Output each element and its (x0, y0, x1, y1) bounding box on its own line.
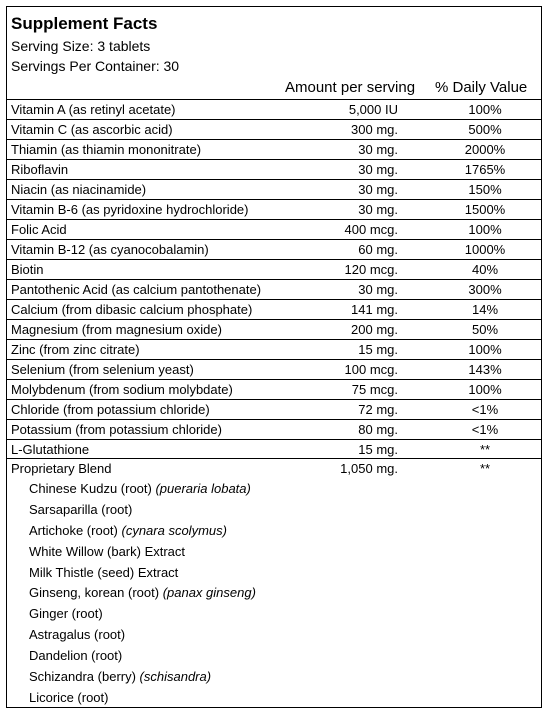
nutrient-daily-value: ** (479, 461, 491, 476)
blend-ingredient (7, 604, 541, 625)
nutrient-name: Selenium (from selenium yeast) (11, 362, 194, 377)
blend-ingredient (7, 479, 541, 500)
ingredient-latin-name: (schisandra) (139, 669, 212, 685)
nutrient-amount: 75 mcg. (351, 382, 398, 397)
ingredient-name: Milk Thistle (seed) Extract (29, 564, 179, 580)
nutrient-amount: 30 mg. (358, 202, 398, 217)
nutrient-daily-value: 100% (468, 102, 502, 117)
nutrient-name: Calcium (from dibasic calcium phosphate) (11, 302, 253, 317)
table-row (7, 179, 541, 199)
nutrient-amount: 120 mcg. (344, 262, 398, 277)
amount-column-header: Amount per serving (285, 79, 416, 96)
nutrient-amount: 30 mg. (358, 282, 398, 297)
nutrient-daily-value: ** (479, 442, 491, 457)
nutrient-table (7, 99, 541, 479)
nutrient-amount: 60 mg. (358, 242, 398, 257)
ingredient-name: White Willow (bark) Extract (29, 543, 186, 559)
nutrient-daily-value: 100% (468, 382, 502, 397)
table-row (7, 359, 541, 379)
table-row (7, 379, 541, 399)
nutrient-daily-value: <1% (471, 422, 499, 437)
nutrient-amount: 1,050 mg. (340, 461, 398, 476)
proprietary-blend-list (7, 479, 541, 709)
supplement-facts-panel (6, 6, 542, 708)
table-row (7, 259, 541, 279)
ingredient-name: Schizandra (berry) (29, 669, 140, 685)
nutrient-name: Proprietary Blend (11, 461, 112, 476)
ingredient-name: Ginger (root) (29, 606, 103, 622)
nutrient-name: Zinc (from zinc citrate) (11, 342, 140, 357)
nutrient-daily-value: 150% (468, 182, 502, 197)
nutrient-name: Niacin (as niacinamide) (11, 182, 147, 197)
table-row (7, 299, 541, 319)
nutrient-daily-value: 1000% (464, 242, 506, 257)
nutrient-daily-value: 143% (468, 362, 502, 377)
table-row (7, 279, 541, 299)
nutrient-amount: 200 mg. (351, 322, 398, 337)
table-row (7, 159, 541, 179)
ingredient-latin-name: (pueraria lobata) (155, 481, 251, 496)
dv-column-header: % Daily Value (435, 79, 528, 96)
nutrient-amount: 5,000 IU (348, 102, 398, 117)
nutrient-name: L-Glutathione (11, 442, 90, 457)
nutrient-daily-value: 500% (468, 122, 502, 137)
table-row (7, 119, 541, 139)
nutrient-name: Biotin (11, 262, 44, 277)
ingredient-name: Artichoke (root) (29, 522, 122, 538)
table-row (7, 319, 541, 339)
nutrient-name: Vitamin B-12 (as cyanocobalamin) (11, 242, 209, 257)
nutrient-daily-value: 100% (468, 342, 502, 357)
table-row (7, 399, 541, 419)
nutrient-name: Magnesium (from magnesium oxide) (11, 322, 222, 337)
nutrient-name: Thiamin (as thiamin mononitrate) (11, 142, 202, 157)
ingredient-name: Astragalus (root) (29, 627, 126, 643)
table-row (7, 439, 541, 459)
ingredient-name: Dandelion (root) (29, 648, 123, 664)
blend-ingredient (7, 563, 541, 584)
table-row (7, 99, 541, 119)
nutrient-name: Potassium (from potassium chloride) (11, 422, 222, 437)
panel-title: Supplement Facts (11, 14, 158, 33)
nutrient-name: Folic Acid (11, 222, 67, 237)
nutrient-amount: 30 mg. (358, 182, 398, 197)
table-row (7, 219, 541, 239)
ingredient-name: Sarsaparilla (root) (29, 501, 133, 517)
nutrient-name: Molybdenum (from sodium molybdate) (11, 382, 233, 397)
serving-size: Serving Size: 3 tablets (11, 38, 151, 54)
servings-per-container: Servings Per Container: 30 (11, 58, 180, 74)
table-row (7, 199, 541, 219)
blend-ingredient (7, 688, 541, 709)
nutrient-daily-value: 40% (471, 262, 499, 277)
nutrient-daily-value: 2000% (464, 142, 506, 157)
ingredient-name: Ginseng, korean (root) (29, 585, 163, 601)
ingredient-latin-name: (panax ginseng) (162, 585, 256, 601)
blend-ingredient (7, 500, 541, 521)
nutrient-daily-value: 1500% (464, 202, 506, 217)
nutrient-amount: 300 mg. (351, 122, 398, 137)
nutrient-daily-value: 300% (468, 282, 502, 297)
nutrient-name: Vitamin B-6 (as pyridoxine hydrochloride) (11, 202, 249, 217)
nutrient-amount: 30 mg. (358, 162, 398, 177)
nutrient-name: Pantothenic Acid (as calcium pantothenate) (11, 282, 262, 297)
nutrient-daily-value: 100% (468, 222, 502, 237)
table-row (7, 339, 541, 359)
ingredient-latin-name: (cynara scolymus) (121, 522, 227, 538)
nutrient-daily-value: <1% (471, 402, 499, 417)
nutrient-name: Vitamin C (as ascorbic acid) (11, 122, 173, 137)
nutrient-daily-value: 1765% (464, 162, 506, 177)
nutrient-amount: 141 mg. (351, 302, 398, 317)
table-row (7, 139, 541, 159)
table-row (7, 459, 541, 479)
table-row (7, 419, 541, 439)
blend-ingredient (7, 667, 541, 688)
ingredient-name: Licorice (root) (29, 689, 109, 705)
nutrient-daily-value: 14% (471, 302, 499, 317)
blend-ingredient (7, 521, 541, 542)
nutrient-amount: 30 mg. (358, 142, 398, 157)
nutrient-amount: 15 mg. (358, 442, 398, 457)
blend-ingredient (7, 542, 541, 563)
blend-ingredient (7, 625, 541, 646)
nutrient-name: Riboflavin (11, 162, 69, 177)
blend-ingredient (7, 583, 541, 604)
nutrient-amount: 100 mcg. (344, 362, 398, 377)
blend-ingredient (7, 646, 541, 667)
nutrient-amount: 80 mg. (358, 422, 398, 437)
nutrient-amount: 400 mcg. (344, 222, 398, 237)
nutrient-daily-value: 50% (471, 322, 499, 337)
ingredient-name: Chinese Kudzu (root) (29, 481, 156, 496)
nutrient-amount: 15 mg. (358, 342, 398, 357)
nutrient-name: Chloride (from potassium chloride) (11, 402, 210, 417)
nutrient-amount: 72 mg. (358, 402, 398, 417)
nutrient-name: Vitamin A (as retinyl acetate) (11, 102, 176, 117)
table-row (7, 239, 541, 259)
